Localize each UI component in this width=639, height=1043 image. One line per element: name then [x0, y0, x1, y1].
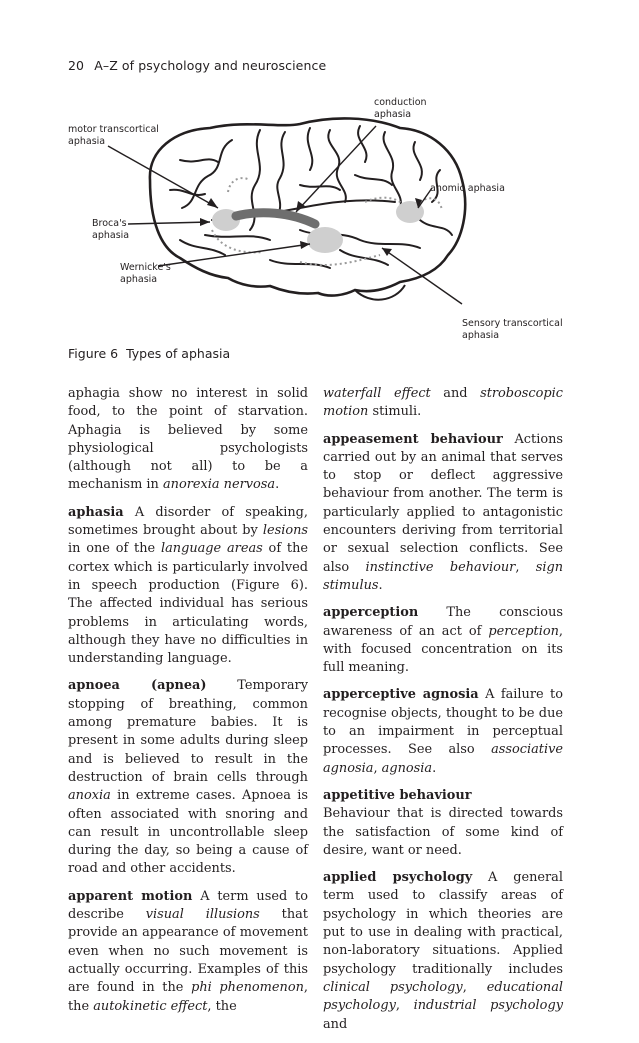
anomic-aphasia-label: anomic aphasia: [430, 183, 505, 194]
dictionary-entry: [323, 787, 563, 860]
entry-text: .: [378, 577, 383, 593]
entry-text: A term used to describe: [68, 888, 308, 923]
entry-text: in one of the: [68, 541, 161, 557]
cross-reference: associative agnosia: [323, 742, 563, 776]
entry-text: A failure to recognise objects, thought to be due to an impairment in perceptual processes. See also: [323, 687, 563, 758]
entry-text: A general term used to classify areas of psychology in which theories are put to use in dealing with practical, non-laboratory situations. Applied psychology traditionally includes: [323, 870, 563, 977]
figure-caption: [68, 346, 230, 361]
running-head-title: A–Z of psychology and neuroscience: [94, 58, 327, 73]
entry-text: .: [432, 760, 437, 776]
dictionary-entry: [68, 504, 308, 669]
sensory-transcortical-aphasia-label: Sensory transcortical aphasia: [462, 318, 563, 341]
cross-reference: stroboscopic motion: [323, 386, 563, 420]
wernickes-aphasia-label: Wernicke's aphasia: [120, 262, 171, 285]
entry-text: that provide an appearance of movement even when no such movement is actually occurring. Examples of this are found in the: [68, 907, 308, 996]
entry-text: of the cortex which is particularly involved in speech production (Figure 6). The affected individual has serious problems in articulating words, although they have no difficulties in understanding language.: [68, 541, 309, 667]
entry-text: Behaviour that is directed towards the satisfaction of some kind of desire, want or need.: [323, 806, 563, 858]
entry-text: in extreme cases. Apnoea is often associated with snoring and can result in uncontrollable sleep during the day, so being a cause of road and other accidents.: [68, 788, 308, 877]
entry-text: ,: [515, 559, 536, 575]
entry-text: , the: [68, 980, 308, 1014]
cross-reference: sign stimulus: [323, 559, 563, 593]
running-head: [68, 58, 326, 73]
entry-text: ,: [395, 998, 414, 1014]
dictionary-entry: [323, 686, 563, 777]
right-column: [323, 385, 563, 1043]
aphasia-figure: [0, 90, 639, 350]
cross-reference: language areas: [160, 541, 263, 557]
cross-reference: perception: [488, 623, 559, 639]
entry-term: applied psychology: [323, 870, 473, 886]
cross-reference: anorexia nervosa: [162, 477, 276, 493]
cross-reference: autokinetic effect: [93, 998, 208, 1014]
dictionary-entry: [68, 385, 308, 495]
cross-reference: waterfall effect: [323, 386, 431, 401]
entry-term: appetitive behaviour: [323, 787, 472, 803]
entry-term: apparent motion: [68, 888, 193, 904]
entry-text: A disorder of speaking, sometimes brought about by: [68, 504, 308, 539]
brocas-aphasia-label: Broca's aphasia: [92, 218, 130, 241]
entry-text: , the: [207, 998, 237, 1014]
cross-reference: educational psychology: [323, 979, 563, 1014]
entry-term: appeasement behaviour: [323, 431, 503, 447]
dictionary-entry: [68, 677, 308, 878]
entry-text: aphagia show no interest in solid food, to the point of starvation. Aphagia is believed by some physiological psychologists (although not all) to be a mechanism in: [68, 386, 308, 493]
entry-text: Temporary stopping of breathing, common among premature babies. It is present in some adults during sleep and is believed to result in the destruction of brain cells through: [68, 678, 308, 785]
dictionary-entry: [323, 385, 563, 422]
figure-number: Figure 6: [68, 346, 119, 361]
entry-text: ,: [373, 760, 382, 776]
cross-reference: lesions: [262, 523, 308, 539]
entry-text: , with focused concentration on its full meaning.: [323, 623, 563, 676]
entry-text: Actions carried out by an animal that serves to stop or deflect aggressive behaviour from another. The term is particularly applied to antagonistic encounters deriving from territorial or sexual selection conflicts. See also: [323, 431, 563, 575]
dictionary-entry: [323, 869, 563, 1034]
entry-term: apperception: [323, 605, 419, 621]
figure-caption-text: Types of aphasia: [126, 346, 231, 361]
entry-text: and: [323, 1016, 348, 1032]
left-column: [68, 385, 308, 1025]
cross-reference: instinctive behaviour: [365, 559, 516, 575]
dictionary-entry: [323, 604, 563, 677]
cross-reference: anoxia: [68, 788, 111, 804]
entry-text: and: [430, 386, 481, 401]
entry-text: stimuli.: [368, 404, 422, 420]
entry-term: apperceptive agnosia: [323, 687, 479, 703]
page-number: 20: [68, 58, 85, 73]
dictionary-entry: [68, 888, 308, 1016]
dictionary-entry: [323, 431, 563, 596]
conduction-aphasia-label: conduction aphasia: [374, 97, 427, 120]
entry-term: aphasia: [68, 504, 124, 520]
entry-term: apnoea (apnea): [68, 678, 207, 694]
cross-reference: phi phenomenon: [191, 980, 304, 996]
entry-text: ,: [462, 979, 487, 995]
entry-text: The conscious awareness of an act of: [323, 605, 563, 639]
cross-reference: visual illusions: [145, 907, 260, 923]
entry-text: .: [275, 477, 280, 493]
cross-reference: agnosia: [381, 760, 433, 776]
cross-reference: clinical psychology: [323, 979, 463, 995]
motor-transcortical-aphasia-label: motor transcortical aphasia: [68, 124, 159, 147]
cross-reference: industrial psychology: [413, 998, 563, 1014]
